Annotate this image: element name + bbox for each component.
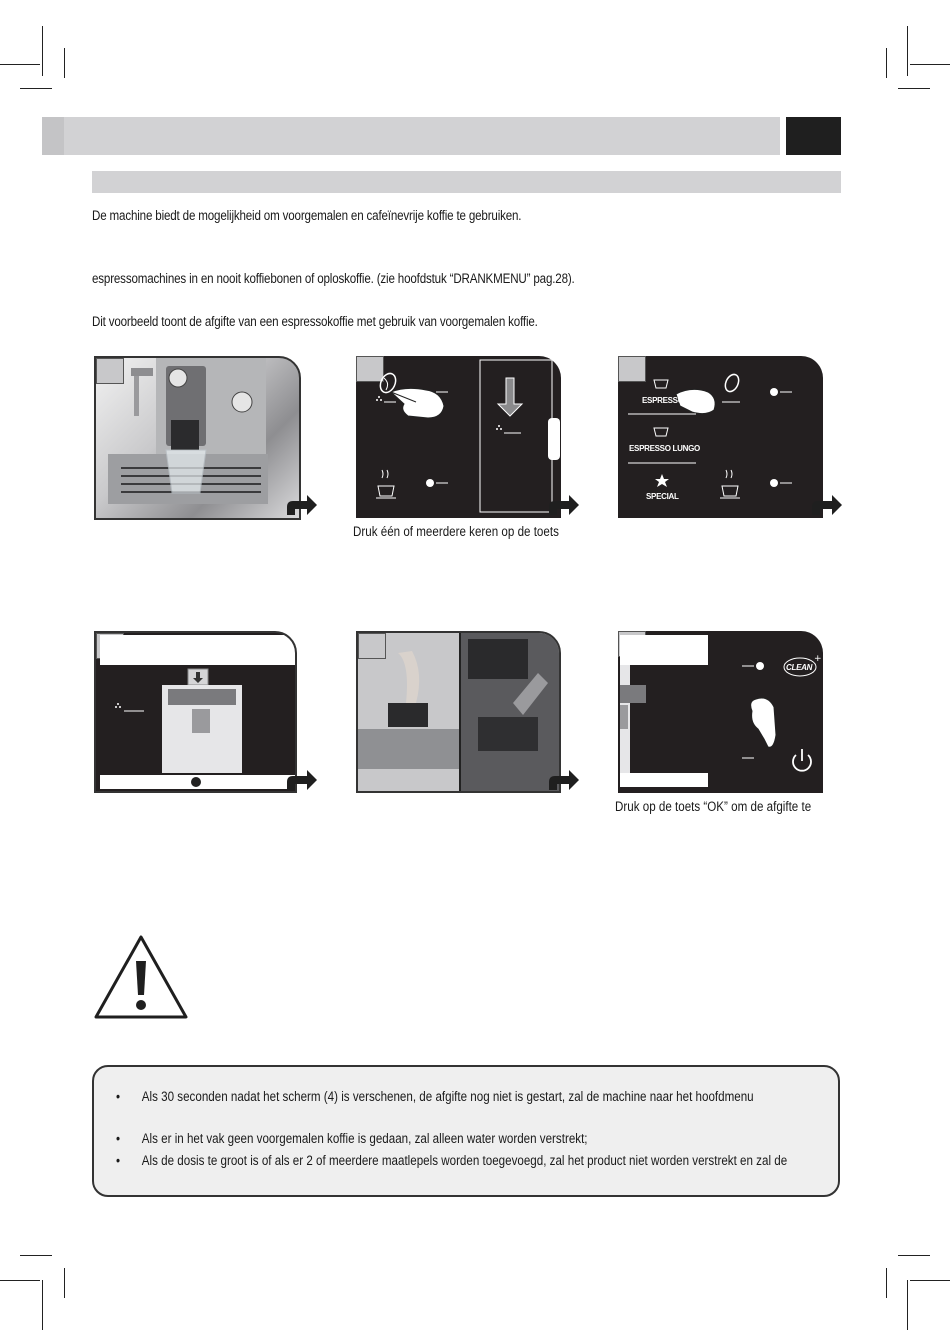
intro-line-1: De machine biedt de mogelijkheid om voorgemalen en cafeïnevrije koffie te gebruiken. bbox=[92, 208, 522, 223]
note-text: Als 30 seconden nadat het scherm (4) is verschenen, de afgifte nog niet is gestart, zal de machine naar het hoofdmenu bbox=[141, 1089, 754, 1104]
pointing-hand-icon bbox=[751, 698, 776, 747]
power-icon bbox=[793, 749, 811, 771]
step-5-image bbox=[356, 631, 561, 793]
step-2-panel bbox=[356, 356, 561, 518]
coffee-cup-icon bbox=[654, 380, 668, 388]
menu-espresso-lungo: ESPRESSO LUNGO bbox=[629, 444, 700, 453]
crop-mark bbox=[886, 1268, 887, 1298]
next-arrow-icon bbox=[547, 493, 581, 517]
coffee-cup-icon bbox=[654, 428, 668, 436]
note-text: Als de dosis te groot is of als er 2 of meerdere maatlepels worden toegevoegd, zal het product niet worden verstrekt en zal de bbox=[141, 1153, 788, 1168]
step-4-panel bbox=[94, 631, 297, 793]
note-text: Als er in het vak geen voorgemalen koffie is gedaan, zal alleen water worden verstrekt; bbox=[141, 1131, 588, 1146]
svg-text:+: + bbox=[814, 654, 822, 664]
step-2-caption: Druk één of meerdere keren op de toets bbox=[353, 524, 559, 539]
crop-mark bbox=[64, 48, 65, 78]
crop-mark bbox=[64, 1268, 65, 1298]
warning-triangle-icon bbox=[92, 933, 190, 1021]
note-item bbox=[116, 1089, 754, 1104]
menu-special: SPECIAL bbox=[646, 492, 679, 501]
step-number-box bbox=[358, 633, 386, 659]
step-6-caption: Druk op de toets “OK” om de afgifte te bbox=[615, 799, 812, 814]
crop-mark bbox=[898, 1255, 930, 1256]
step-6-panel bbox=[618, 631, 823, 793]
ground-coffee-icon bbox=[376, 396, 382, 401]
intro-line-3: Dit voorbeeld toont de afgifte van een espressokoffie met gebruik van voorgemalen koffie. bbox=[92, 314, 538, 329]
star-cup-icon bbox=[655, 474, 669, 487]
crop-mark bbox=[910, 1280, 950, 1281]
crop-mark bbox=[20, 88, 52, 89]
next-arrow-icon bbox=[810, 493, 844, 517]
bullet: • bbox=[116, 1153, 121, 1168]
step-3-panel bbox=[618, 356, 823, 518]
crop-mark bbox=[907, 26, 908, 76]
coffee-cup-icon bbox=[376, 470, 396, 498]
crop-mark bbox=[0, 1280, 40, 1281]
section-header-bar bbox=[92, 171, 841, 193]
ok-icon bbox=[191, 777, 201, 787]
next-arrow-icon bbox=[547, 768, 581, 792]
coffee-cup-icon bbox=[720, 470, 740, 498]
crop-mark bbox=[0, 64, 40, 65]
step-number-box bbox=[96, 358, 124, 384]
bullet: • bbox=[116, 1089, 121, 1104]
menu-espresso: ESPRESSO bbox=[642, 396, 684, 405]
coffee-bean-icon bbox=[723, 372, 741, 393]
crop-mark bbox=[907, 1280, 908, 1330]
crop-mark bbox=[910, 64, 950, 65]
next-arrow-icon bbox=[285, 493, 319, 517]
step-1-image bbox=[94, 356, 301, 520]
clean-label: CLEAN bbox=[786, 663, 813, 672]
notes-box bbox=[92, 1065, 840, 1197]
chapter-header-bar bbox=[42, 117, 780, 155]
coffee-machine-illustration bbox=[96, 358, 299, 518]
page-number-box bbox=[786, 117, 841, 155]
crop-mark bbox=[42, 26, 43, 76]
note-item bbox=[116, 1131, 588, 1146]
crop-mark bbox=[886, 48, 887, 78]
pointing-hand-icon bbox=[391, 388, 444, 418]
crop-mark bbox=[42, 1280, 43, 1330]
crop-mark bbox=[898, 88, 930, 89]
note-item bbox=[116, 1153, 787, 1168]
crop-mark bbox=[20, 1255, 52, 1256]
bullet: • bbox=[116, 1131, 121, 1146]
intro-line-2: espressomachines in en nooit koffiebonen of oploskoffie. (zie hoofdstuk “DRANKMENU” pag.28). bbox=[92, 271, 575, 286]
next-arrow-icon bbox=[285, 768, 319, 792]
